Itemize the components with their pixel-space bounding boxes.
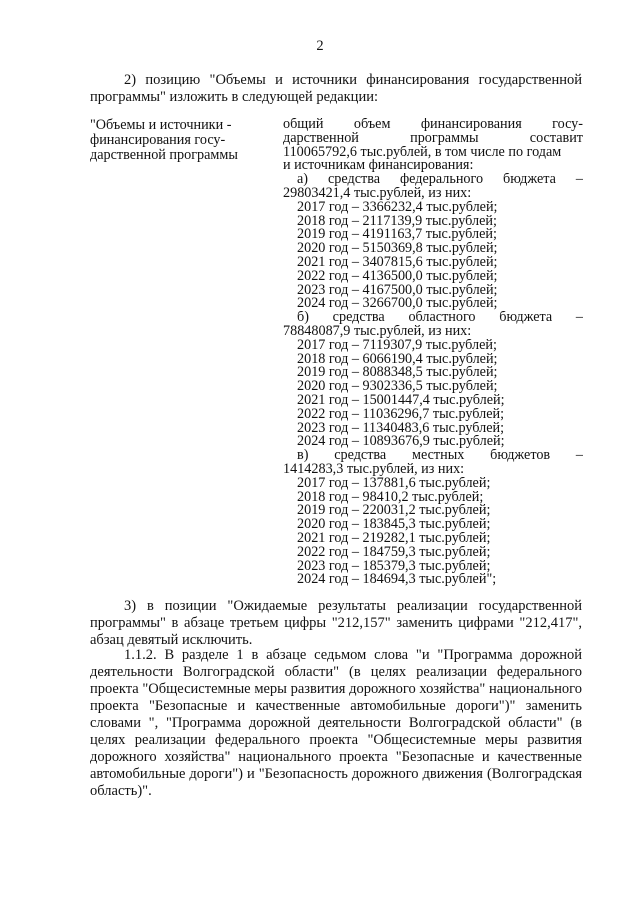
value-line: 2019 год – 220031,2 тыс.рублей; xyxy=(297,504,491,519)
value-line: в) средства местных бюджетов – xyxy=(297,449,583,463)
paragraph-item-1-1-2-text: 1.1.2. В разделе 1 в абзаце седьмом слова "и "Программа дорожной деятельности Волгоградской области" (в целях реализации федерального проекта "Общесистемные меры развития дорожного хозяйства" национального проекта "Безопасные и качественные автомобильные дороги")" заменить словами ", "Программа дорожной деятельности Волгоградской области" (в целях реализации федерального проекта "Общесистемные меры развития дорожного хозяйства" национального проекта "Безопасные и качественные автомобильные дороги") и "Безопасность дорожного движения (Волгоградская область)". xyxy=(90,647,582,799)
value-line: 2020 год – 5150369,8 тыс.рублей; xyxy=(297,242,498,256)
value-line: 2017 год – 7119307,9 тыс.рублей; xyxy=(297,338,497,353)
value-line: 2024 год – 10893676,9 тыс.рублей; xyxy=(297,435,505,450)
label-line: дарственной программы xyxy=(90,147,238,163)
value-line: 2024 год – 184694,3 тыс.рублей"; xyxy=(297,573,497,588)
value-line: 2023 год – 11340483,6 тыс.рублей; xyxy=(297,421,505,436)
paragraph-item-1-1-2 xyxy=(90,647,582,800)
value-line: 2020 год – 183845,3 тыс.рублей; xyxy=(297,518,491,532)
value-line: 2022 год – 184759,3 тыс.рублей; xyxy=(297,545,491,560)
page-number: 2 xyxy=(316,38,324,54)
paragraph-item-2 xyxy=(90,72,582,106)
value-line: 2018 год – 2117139,9 тыс.рублей; xyxy=(297,214,497,229)
value-line: и источникам финансирования: xyxy=(283,159,474,174)
value-line: б) средства областного бюджета – xyxy=(297,311,583,325)
value-line: дарственной программы составит xyxy=(283,131,583,146)
table-label-cell xyxy=(90,118,270,163)
value-line: 2019 год – 8088348,5 тыс.рублей; xyxy=(297,366,498,381)
value-line: 2021 год – 3407815,6 тыс.рублей; xyxy=(297,255,498,270)
table-value-cell xyxy=(283,118,583,587)
value-line: 2023 год – 185379,3 тыс.рублей; xyxy=(297,559,491,574)
value-line: 2017 год – 3366232,4 тыс.рублей; xyxy=(297,200,498,215)
value-line: а) средства федерального бюджета – xyxy=(297,173,583,187)
value-line: 1414283,3 тыс.рублей, из них: xyxy=(283,462,465,477)
paragraph-item-3-text: 3) в позиции "Ожидаемые результаты реализации государственной программы" в абзаце третьем цифры "212,157" заменить цифрами "212,417", абзац девятый исключить. xyxy=(90,598,582,648)
paragraph-item-2-text: 2) позицию "Объемы и источники финансирования государственной программы" изложить в следующей редакции: xyxy=(90,72,582,105)
value-line: 2021 год – 219282,1 тыс.рублей; xyxy=(297,531,491,546)
value-line: 2021 год – 15001447,4 тыс.рублей; xyxy=(297,393,505,408)
value-line: 2019 год – 4191163,7 тыс.рублей; xyxy=(297,228,497,243)
value-line: 110065792,6 тыс.рублей, в том числе по годам xyxy=(283,145,562,160)
value-line: 2024 год – 3266700,0 тыс.рублей; xyxy=(297,297,498,312)
paragraph-item-3 xyxy=(90,598,582,649)
value-line: 2018 год – 98410,2 тыс.рублей; xyxy=(297,490,484,505)
value-line: 78848087,9 тыс.рублей, из них: xyxy=(283,324,472,339)
value-line: 2022 год – 11036296,7 тыс.рублей; xyxy=(297,407,505,422)
value-line: 2023 год – 4167500,0 тыс.рублей; xyxy=(297,283,498,298)
label-line: "Объемы и источники - xyxy=(90,117,232,133)
value-line: общий объем финансирования госу- xyxy=(283,118,583,132)
label-line: финансирования госу- xyxy=(90,132,226,148)
value-line: 29803421,4 тыс.рублей, из них: xyxy=(283,186,472,201)
value-line: 2020 год – 9302336,5 тыс.рублей; xyxy=(297,380,498,394)
value-line: 2018 год – 6066190,4 тыс.рублей; xyxy=(297,352,498,367)
value-line: 2017 год – 137881,6 тыс.рублей; xyxy=(297,476,491,491)
value-line: 2022 год – 4136500,0 тыс.рублей; xyxy=(297,269,498,284)
